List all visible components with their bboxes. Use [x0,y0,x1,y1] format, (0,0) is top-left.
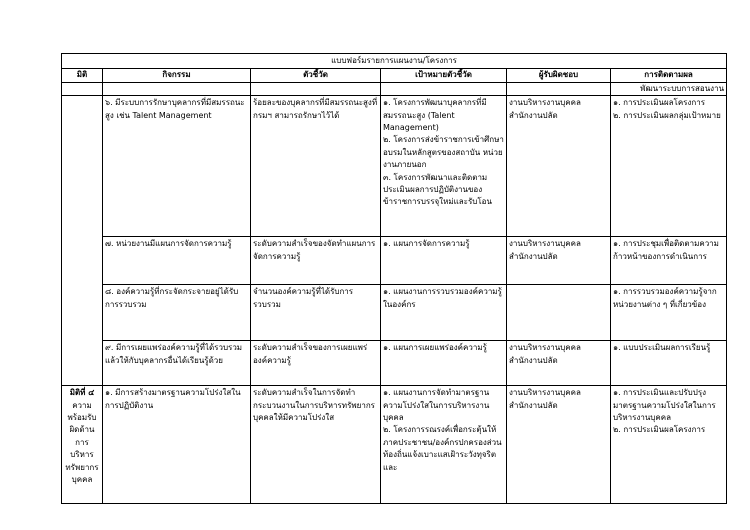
followup-item: ๑. การประเมินผลโครงการ [613,98,706,108]
form-title: แบบฟอร์มรายการแผนงาน/โครงการ [62,54,727,69]
dimension-description: ความพร้อมรับผิดด้านการบริหารทรัพยากรบุคคล [65,400,99,485]
target-item: ๑. แผนงานการรวบรวมองค์ความรู้ในองค์กร [383,287,502,309]
responsible-cell: งานบริหารงานบุคคล สำนักงานปลัด [507,341,611,386]
indicator-cell: จำนวนองค์ความรู้ที่ได้รับการรวบรวม [251,285,381,341]
dimension-cell [62,386,103,504]
indicator-cell: ระดับความสำเร็จในการจัดทำกระบวนงานในการบริหารทรัพยากรบุคคลให้มีความโปร่งใส [251,386,381,504]
target-item: ๓. โครงการพัฒนาและติดตามประเมินผลการปฏิบัติงานของข้าราชการบรรจุใหม่และรับโอน [383,172,492,207]
target-item: ๑. แผนงานการจัดทำมาตรฐานความโปร่งใสในการบริหารงานบุคคล [383,388,490,423]
table-row [62,341,727,386]
target-cell [381,96,507,237]
activity-cell: ๘. องค์ความรู้ที่กระจัดกระจายอยู่ได้รับการรวบรวม [103,285,251,341]
indicator-cell: ระดับความสำเร็จของการเผยแพร่องค์ความรู้ [251,341,381,386]
followup-cell [611,285,727,341]
indicator-cell: ร้อยละของบุคลากรที่มีสมรรถนะสูงที่กรมฯ สามารถรักษาไว้ได้ [251,96,381,237]
carry-over-text: พัฒนาระบบการสอนงาน [611,82,727,95]
responsible-cell: งานบริหารงานบุคคล สำนักงานปลัด [507,237,611,285]
activity-cell: ๗. หน่วยงานมีแผนการจัดการความรู้ [103,237,251,285]
table-row [62,96,727,237]
followup-item: ๑. การประชุมเพื่อติดตามความก้าวหน้าของการดำเนินการ [613,239,719,261]
dimension-title: มิติที่ ๔ [69,388,95,398]
header-activity: กิจกรรม [103,69,251,82]
target-cell [381,237,507,285]
header-indicator: ตัวชี้วัด [251,69,381,82]
target-item: ๑. โครงการพัฒนาบุคลากรที่มีสมรรถนะสูง (Talent Management) [383,98,487,133]
followup-cell [611,237,727,285]
activity-cell: ๖. มีระบบการรักษาบุคลากรที่มีสมรรถนะสูง เช่น Talent Management [103,96,251,237]
header-responsible: ผู้รับผิดชอบ [507,69,611,82]
target-cell [381,285,507,341]
table-row [62,285,727,341]
followup-cell [611,341,727,386]
target-item: ๒. โครงการส่งข้าราชการเข้าศึกษาอบรมในหลักสูตรของสถาบัน หน่วยงานภายนอก [383,135,504,170]
target-cell [381,341,507,386]
plan-form-table [61,53,727,504]
target-item: ๑. แผนการจัดการความรู้ [383,239,470,249]
followup-item: ๑. การรวบรวมองค์ความรู้จากหน่วยงานต่าง ๆ ที่เกี่ยวข้อง [613,287,717,309]
table-row [62,386,727,504]
activity-cell: ๙. มีการเผยแพร่องค์ความรู้ที่ได้รวบรวมแล้วให้กับบุคลากรอื่นได้เรียนรู้ด้วย [103,341,251,386]
followup-item: ๑. การประเมินและปรับปรุงมาตรฐานความโปร่งใสในการบริหารงานบุคคล [613,388,716,423]
followup-item: ๒. การประเมินผลโครงการ [613,425,706,435]
responsible-cell: งานบริหารงานบุคคล สำนักงานปลัด [507,96,611,237]
responsible-cell: งานบริหารงานบุคคล สำนักงานปลัด [507,386,611,504]
responsible-cell [507,285,611,341]
table-row [62,237,727,285]
followup-item: ๒. การประเมินผลกลุ่มเป้าหมาย [613,110,721,120]
followup-cell [611,386,727,504]
header-target: เป้าหมายตัวชี้วัด [381,69,507,82]
indicator-cell: ระดับความสำเร็จของจัดทำแผนการจัดการความรู้ [251,237,381,285]
header-followup: การติดตามผล [611,69,727,82]
header-dimension: มิติ [62,69,103,82]
target-item: ๒. โครงการรณรงค์เพื่อกระตุ้นให้ภาคประชาชน/องค์กรปกครองส่วนท้องถิ่นแจ้งเบาะแสเฝ้าระวังทุจริตและ [383,425,502,472]
target-cell [381,386,507,504]
followup-cell [611,96,727,237]
target-item: ๑. แผนการเผยแพร่องค์ความรู้ [383,343,487,353]
dimension-cell [62,96,103,386]
activity-cell: ๑. มีการสร้างมาตรฐานความโปร่งใสในการปฏิบัติงาน [103,386,251,504]
followup-item: ๑. แบบประเมินผลการเรียนรู้ [613,343,711,353]
